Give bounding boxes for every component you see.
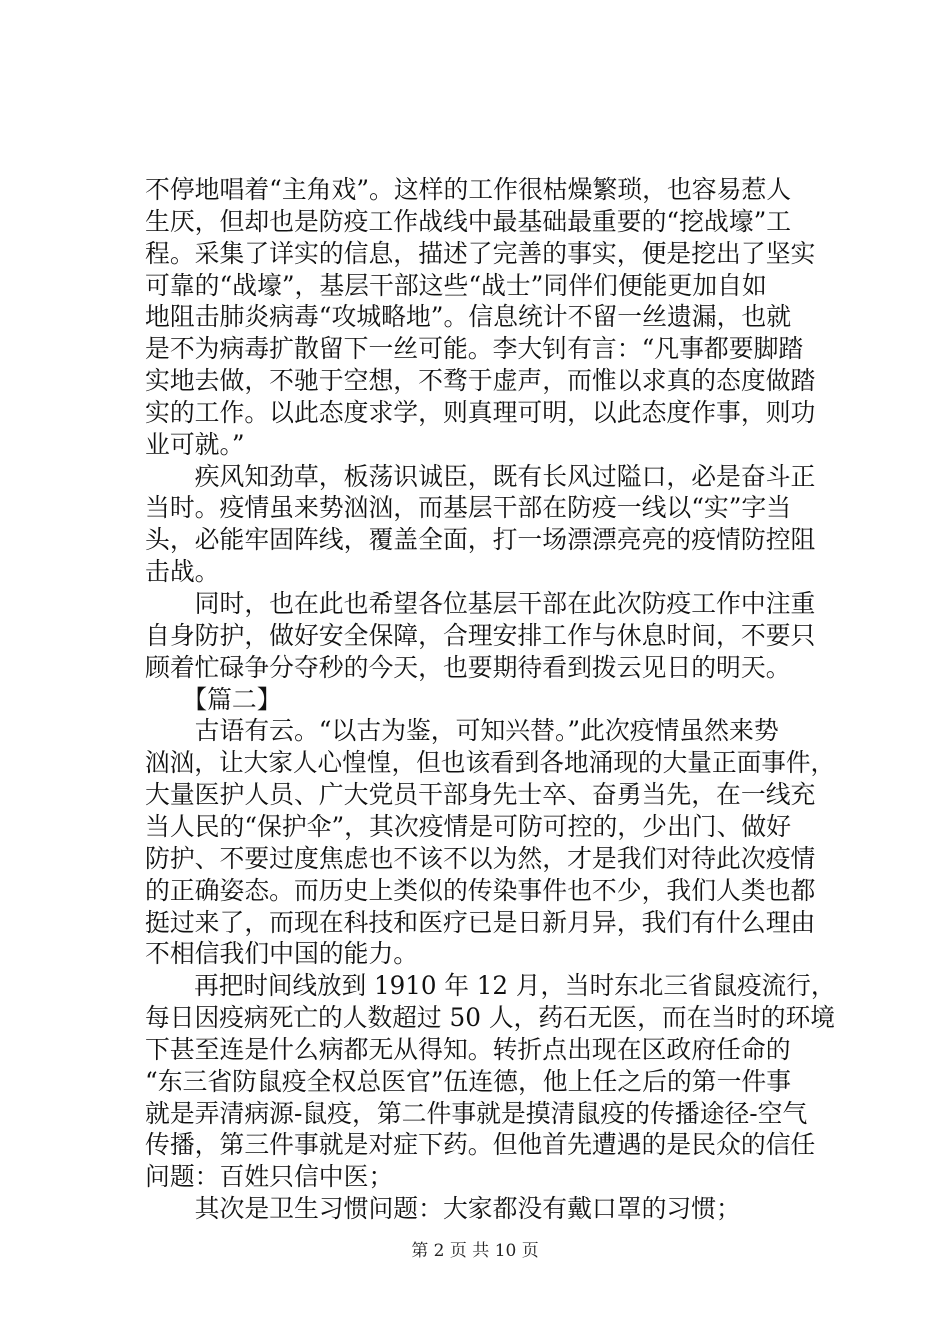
text-line: 其次是卫生习惯问题：大家都没有戴口罩的习惯； [145, 1194, 741, 1224]
text-line: 不相信我们中国的能力。 [145, 939, 419, 969]
text-line: 大量医护人员、广大党员干部身先士卒、奋勇当先，在一线充 [145, 780, 816, 810]
text-line: 汹汹，让大家人心惶惶，但也该看到各地涌现的大量正面事件， [145, 748, 836, 778]
text-line: 再把时间线放到 1910 年 12 月，当时东北三省鼠疫流行， [145, 971, 836, 1001]
text-line: 生厌，但却也是防疫工作战线中最基础最重要的“挖战壕”工 [145, 206, 792, 236]
text-line: 下甚至连是什么病都无从得知。转折点出现在区政府任命的 [145, 1034, 791, 1064]
text-line: 实的工作。以此态度求学，则真理可明，以此态度作事，则功 [145, 397, 816, 427]
text-line: 程。采集了详实的信息，描述了完善的事实，便是挖出了坚实 [145, 238, 816, 268]
text-line: 传播，第三件事就是对症下药。但他首先遭遇的是民众的信任 [145, 1130, 816, 1160]
text-line: 挺过来了，而现在科技和医疗已是日新月异，我们有什么理由 [145, 907, 816, 937]
text-line: 击战。 [145, 557, 220, 587]
text-line: “东三省防鼠疫全权总医官”伍连德，他上任之后的第一件事 [145, 1066, 792, 1096]
text-line: 当人民的“保护伞”，其次疫情是可防可控的，少出门、做好 [145, 811, 792, 841]
text-line: 古语有云。“以古为鉴，可知兴替。”此次疫情虽然来势 [145, 716, 779, 746]
text-line: 的正确姿态。而历史上类似的传染事件也不少，我们人类也都 [145, 875, 816, 905]
page-number-footer: 第 2 页 共 10 页 [411, 1241, 539, 1261]
text-line: 当时。疫情虽来势汹汹，而基层干部在防疫一线以“实”字当 [145, 493, 792, 523]
text-line: 不停地唱着“主角戏”。这样的工作很枯燥繁琐，也容易惹人 [145, 175, 792, 204]
text-line: 问题：百姓只信中医； [145, 1162, 394, 1192]
text-line: 就是弄清病源-鼠疫，第二件事就是摸清鼠疫的传播途径-空气 [145, 1098, 808, 1128]
section-heading: 【篇二】 [145, 684, 282, 714]
text-line: 业可就。” [145, 429, 245, 459]
text-line: 疾风知劲草，板荡识诚臣，既有长风过隘口，必是奋斗正 [145, 461, 816, 491]
text-line: 地阻击肺炎病毒“攻城略地”。信息统计不留一丝遗漏，也就 [145, 302, 792, 332]
text-line: 顾着忙碌争分夺秒的今天，也要期待看到拨云见日的明天。 [145, 652, 791, 682]
text-line: 防护、不要过度焦虑也不该不以为然，才是我们对待此次疫情 [145, 843, 816, 873]
text-line: 头，必能牢固阵线，覆盖全面，打一场漂漂亮亮的疫情防控阻 [145, 525, 816, 555]
text-line: 可靠的“战壕”，基层干部这些“战士”同伴们便能更加自如 [145, 270, 767, 300]
text-line: 实地去做，不驰于空想，不骛于虚声，而惟以求真的态度做踏 [145, 366, 816, 396]
text-line: 是不为病毒扩散留下一丝可能。李大钊有言：“凡事都要脚踏 [145, 334, 804, 364]
text-line: 自身防护，做好安全保障，合理安排工作与休息时间，不要只 [145, 620, 816, 650]
text-line: 每日因疫病死亡的人数超过 50 人，药石无医，而在当时的环境 [145, 1003, 835, 1033]
text-line: 同时，也在此也希望各位基层干部在此次防疫工作中注重 [145, 589, 816, 619]
